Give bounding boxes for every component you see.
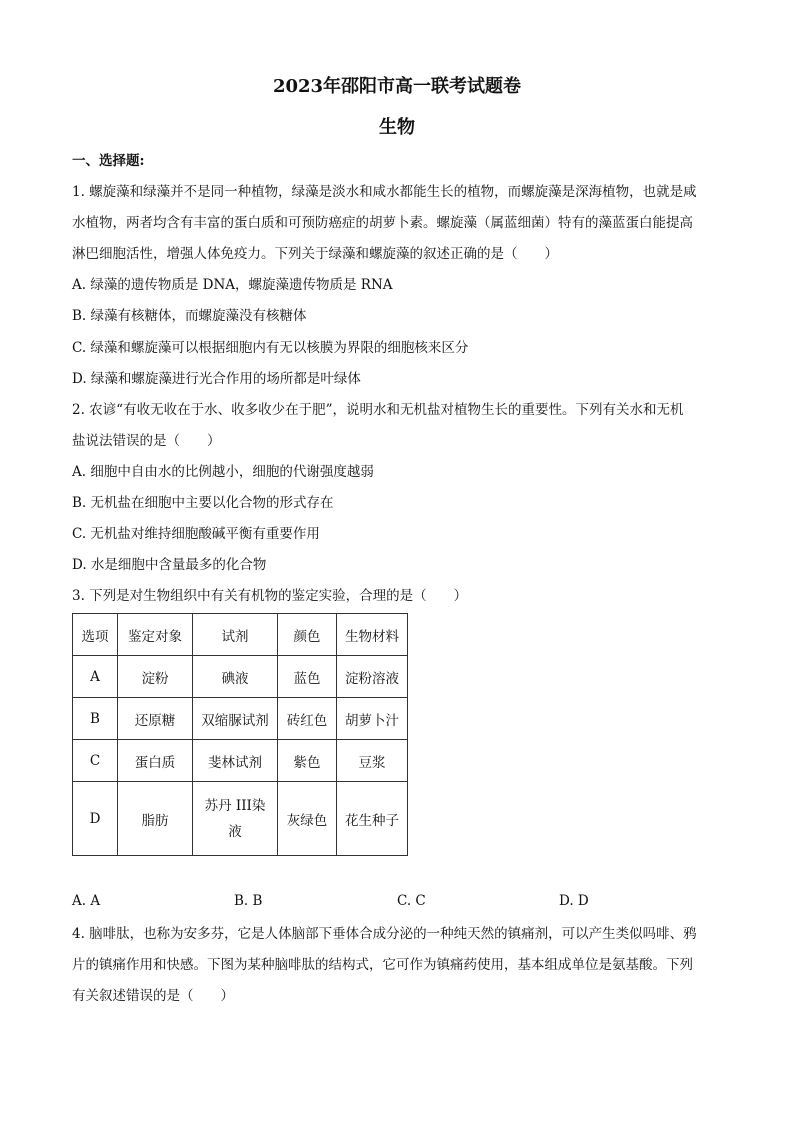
q2-option-c: C. 无机盐对维持细胞酸碱平衡有重要作用 — [72, 526, 320, 542]
table-cell: C — [73, 740, 118, 782]
table-cell: 豆浆 — [337, 740, 408, 782]
table-cell: 灰绿色 — [278, 782, 337, 856]
q4-stem-line: 有关叙述错误的是（ ） — [72, 988, 234, 1004]
q3-stem: 3. 下列是对生物组织中有关有机物的鉴定实验，合理的是（ ） — [72, 588, 468, 604]
q2-option-a: A. 细胞中自由水的比例越小，细胞的代谢强度越弱 — [72, 464, 374, 480]
q3-answer-c: C. C — [397, 893, 426, 909]
section-heading: 一、选择题: — [72, 153, 145, 169]
table-cell: 苏丹 III染 液 — [193, 782, 278, 856]
table-cell: 胡萝卜汁 — [337, 698, 408, 740]
table-header-cell: 鉴定对象 — [118, 614, 193, 656]
table-row — [73, 782, 408, 856]
subject-title: 生物 — [379, 117, 415, 138]
q2-option-b: B. 无机盐在细胞中主要以化合物的形式存在 — [72, 495, 334, 511]
q4-stem-line: 片的镇痛作用和快感。下图为某种脑啡肽的结构式，它可作为镇痛药使用，基本组成单位是氨基酸。下列 — [72, 957, 693, 973]
table-cell: 紫色 — [278, 740, 337, 782]
table-cell: 砖红色 — [278, 698, 337, 740]
exam-title: 2023年邵阳市高一联考试题卷 — [272, 76, 522, 97]
table-cell: 还原糖 — [118, 698, 193, 740]
table-cell: 脂肪 — [118, 782, 193, 856]
table-cell: 淀粉 — [118, 656, 193, 698]
q1-stem-line: 水植物，两者均含有丰富的蛋白质和可预防癌症的胡萝卜素。螺旋藻（属蓝细菌）特有的藻蓝蛋白能提高 — [72, 215, 693, 231]
q1-stem-line: 淋巴细胞活性，增强人体免疫力。下列关于绿藻和螺旋藻的叙述正确的是（ ） — [72, 246, 558, 262]
table-cell: A — [73, 656, 118, 698]
table-cell: 蛋白质 — [118, 740, 193, 782]
table-cell: D — [73, 782, 118, 856]
table-cell: 双缩脲试剂 — [193, 698, 278, 740]
table-row — [73, 698, 408, 740]
table-header-cell: 生物材料 — [337, 614, 408, 656]
q1-option-a: A. 绿藻的遗传物质是 DNA，螺旋藻遗传物质是 RNA — [72, 277, 393, 293]
q2-stem-line: 盐说法错误的是（ ） — [72, 433, 221, 449]
q3-table — [72, 613, 408, 856]
q1-option-c: C. 绿藻和螺旋藻可以根据细胞内有无以核膜为界限的细胞核来区分 — [72, 340, 469, 356]
q3-answer-b: B. B — [234, 893, 263, 909]
table-header-cell: 颜色 — [278, 614, 337, 656]
q3-answer-a: A. A — [72, 893, 101, 909]
table-cell: 淀粉溶液 — [337, 656, 408, 698]
table-cell: 蓝色 — [278, 656, 337, 698]
table-row — [73, 656, 408, 698]
table-row — [73, 740, 408, 782]
table-cell: 斐林试剂 — [193, 740, 278, 782]
q1-option-d: D. 绿藻和螺旋藻进行光合作用的场所都是叶绿体 — [72, 371, 361, 387]
table-header-cell: 试剂 — [193, 614, 278, 656]
table-header-cell: 选项 — [73, 614, 118, 656]
table-header-row — [73, 614, 408, 656]
table-cell: 花生种子 — [337, 782, 408, 856]
table-cell: 碘液 — [193, 656, 278, 698]
q1-stem-line: 1. 螺旋藻和绿藻并不是同一种植物，绿藻是淡水和咸水都能生长的植物，而螺旋藻是深海植物，也就是咸 — [72, 184, 697, 200]
q3-answer-d: D. D — [559, 893, 589, 909]
table-cell: B — [73, 698, 118, 740]
q2-option-d: D. 水是细胞中含量最多的化合物 — [72, 557, 267, 573]
q2-stem-line: 2. 农谚“有收无收在于水、收多收少在于肥”，说明水和无机盐对植物生长的重要性。下列有关水和无机 — [72, 402, 684, 418]
q4-stem-line: 4. 脑啡肽，也称为安多芬，它是人体脑部下垂体合成分泌的一种纯天然的镇痛剂，可以产生类似吗啡、鸦 — [72, 926, 697, 942]
q1-option-b: B. 绿藻有核糖体，而螺旋藻没有核糖体 — [72, 308, 307, 324]
